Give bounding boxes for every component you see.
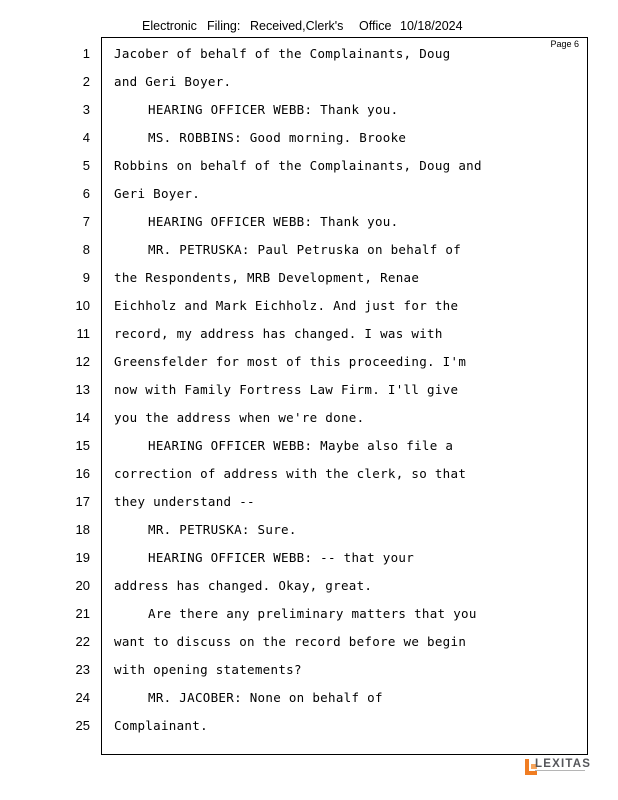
header-date: 10/18/2024: [400, 19, 463, 33]
transcript-line: [0, 628, 618, 656]
line-text: correction of address with the clerk, so that: [114, 466, 467, 481]
transcript-line: [0, 404, 618, 432]
line-number: 14: [75, 410, 90, 425]
line-text: and Geri Boyer.: [114, 74, 232, 89]
transcript-line: [0, 600, 618, 628]
transcript-line: [0, 460, 618, 488]
line-number: 11: [76, 326, 90, 341]
line-text: Are there any preliminary matters that you: [148, 606, 477, 621]
filing-stamp-header: [0, 19, 618, 37]
line-text: Robbins on behalf of the Complainants, Doug and: [114, 158, 482, 173]
logo-underline: [535, 770, 585, 775]
line-number: 23: [75, 662, 90, 677]
transcript-line: [0, 348, 618, 376]
transcript-line: [0, 124, 618, 152]
line-number: 13: [75, 382, 90, 397]
line-number: 1: [82, 46, 90, 61]
transcript-line: [0, 432, 618, 460]
line-number: 12: [75, 354, 90, 369]
transcript-line: [0, 572, 618, 600]
header-electronic: Electronic: [142, 19, 197, 33]
line-number: 18: [75, 522, 90, 537]
transcript-line: [0, 236, 618, 264]
transcript-line: [0, 712, 618, 740]
line-number: 22: [75, 634, 90, 649]
transcript-line: [0, 96, 618, 124]
transcript-line: [0, 292, 618, 320]
line-text: HEARING OFFICER WEBB: Thank you.: [148, 102, 399, 117]
line-text: Geri Boyer.: [114, 186, 201, 201]
line-number: 5: [82, 158, 90, 173]
line-number: 20: [75, 578, 90, 593]
line-text: Eichholz and Mark Eichholz. And just for the: [114, 298, 459, 313]
line-text: now with Family Fortress Law Firm. I'll give: [114, 382, 459, 397]
line-text: Complainant.: [114, 718, 208, 733]
line-text: they understand --: [114, 494, 255, 509]
line-number: 21: [75, 606, 90, 621]
transcript-line: [0, 208, 618, 236]
line-number: 8: [82, 242, 90, 257]
line-number: 17: [75, 494, 90, 509]
line-text: HEARING OFFICER WEBB: -- that your: [148, 550, 415, 565]
transcript-line: [0, 544, 618, 572]
page-number: Page 6: [550, 39, 579, 49]
line-text: want to discuss on the record before we begin: [114, 634, 467, 649]
line-text: address has changed. Okay, great.: [114, 578, 373, 593]
line-number: 10: [75, 298, 90, 313]
line-number: 7: [82, 214, 90, 229]
line-number: 24: [75, 690, 90, 705]
line-text: Greensfelder for most of this proceeding. I'm: [114, 354, 467, 369]
transcript-line: [0, 40, 618, 68]
line-text: the Respondents, MRB Development, Renae: [114, 270, 420, 285]
line-number: 19: [75, 550, 90, 565]
lexitas-logo: [524, 758, 594, 778]
line-number: 3: [82, 102, 90, 117]
transcript-line: [0, 376, 618, 404]
line-number: 9: [82, 270, 90, 285]
line-text: record, my address has changed. I was with: [114, 326, 443, 341]
line-text: MR. PETRUSKA: Paul Petruska on behalf of: [148, 242, 462, 257]
transcript-line: [0, 656, 618, 684]
line-number: 15: [75, 438, 90, 453]
transcript-line: [0, 68, 618, 96]
line-number: 6: [82, 186, 90, 201]
line-number: 25: [75, 718, 90, 733]
transcript-line: [0, 516, 618, 544]
header-filing: Filing:: [207, 19, 241, 33]
lexitas-wordmark: LEXITAS: [535, 758, 592, 770]
line-number: 2: [82, 74, 90, 89]
line-text: HEARING OFFICER WEBB: Maybe also file a: [148, 438, 454, 453]
line-number: 16: [75, 466, 90, 481]
line-text: you the address when we're done.: [114, 410, 365, 425]
line-text: MS. ROBBINS: Good morning. Brooke: [148, 130, 407, 145]
header-office: Office: [359, 19, 392, 33]
line-text: MR. JACOBER: None on behalf of: [148, 690, 383, 705]
line-number: 4: [82, 130, 90, 145]
line-text: MR. PETRUSKA: Sure.: [148, 522, 297, 537]
transcript-line: [0, 320, 618, 348]
transcript-line: [0, 264, 618, 292]
line-text: with opening statements?: [114, 662, 302, 677]
line-text: HEARING OFFICER WEBB: Thank you.: [148, 214, 399, 229]
transcript-line: [0, 152, 618, 180]
transcript-line: [0, 180, 618, 208]
header-received: Received,Clerk's: [250, 19, 344, 33]
line-text: Jacober of behalf of the Complainants, Doug: [114, 46, 451, 61]
transcript-line: [0, 488, 618, 516]
transcript-line: [0, 684, 618, 712]
